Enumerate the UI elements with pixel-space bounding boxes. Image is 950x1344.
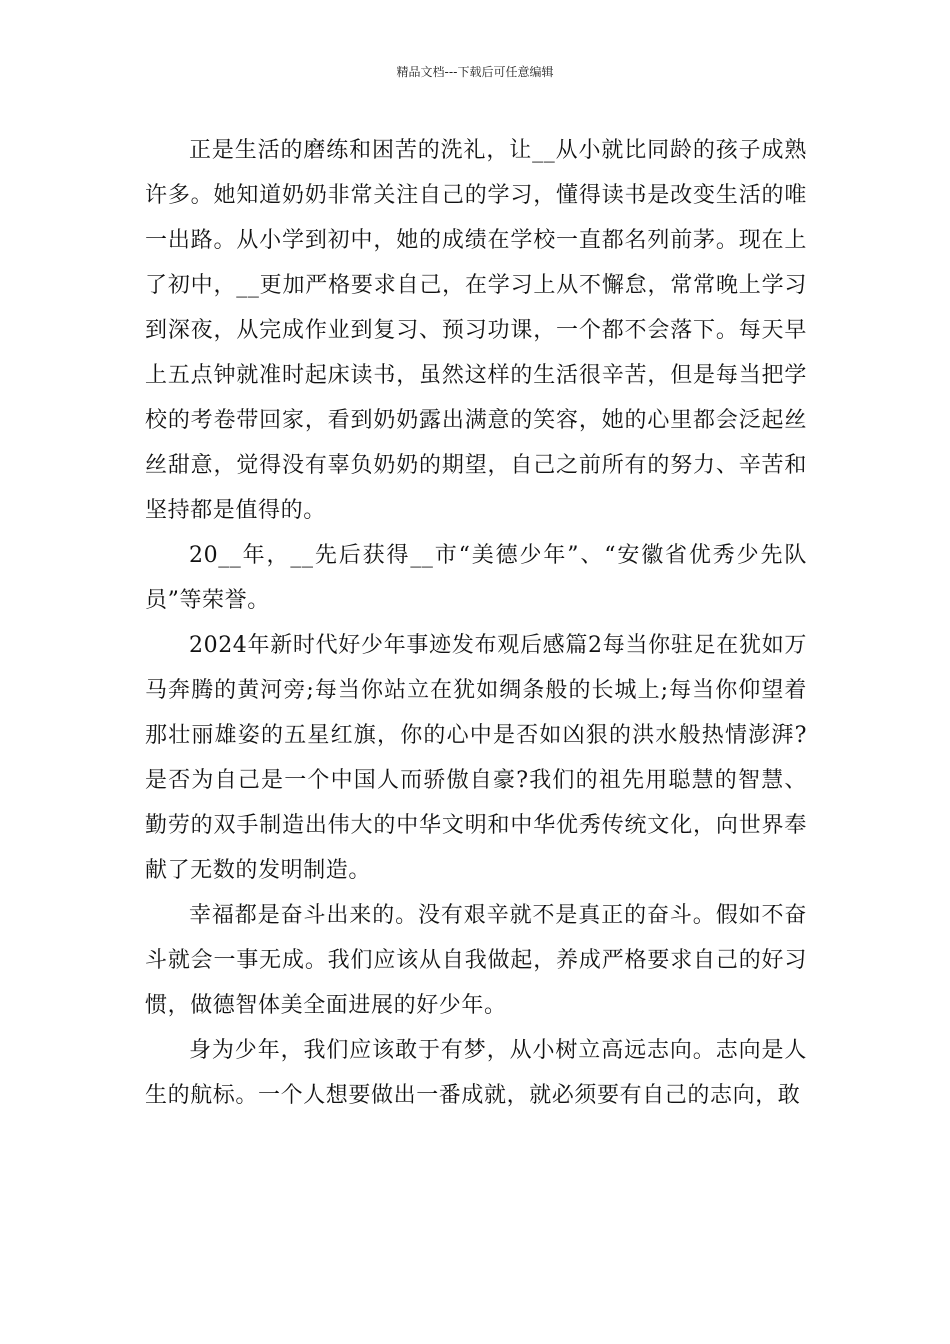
document-body (145, 128, 807, 1118)
paragraph-1: 正是生活的磨练和困苦的洗礼，让__从小就比同龄的孩子成熟许多。她知道奶奶非常关注自己的学习，懂得读书是改变生活的唯一出路。从小学到初中，她的成绩在学校一直都名列前茅。现在上了初中，__更加严格要求自己，在学习上从不懈怠，常常晚上学习到深夜，从完成作业到复习、预习功课，一个都不会落下。每天早上五点钟就准时起床读书，虽然这样的生活很辛苦，但是每当把学校的考卷带回家，看到奶奶露出满意的笑容，她的心里都会泛起丝丝甜意，觉得没有辜负奶奶的期望，自己之前所有的努力、辛苦和坚持都是值得的。 (145, 138, 807, 523)
paragraph-5: 身为少年，我们应该敢于有梦，从小树立高远志向。志向是人生的航标。一个人想要做出一番成就，就必须要有自己的志向，敢 (145, 1038, 807, 1108)
paragraph-4: 幸福都是奋斗出来的。没有艰辛就不是真正的奋斗。假如不奋斗就会一事无成。我们应该从自我做起，养成严格要求自己的好习惯，做德智体美全面进展的好少年。 (145, 903, 807, 1018)
page-header: 精品文档---下载后可任意编辑 (396, 65, 554, 79)
paragraph-3: 2024年新时代好少年事迹发布观后感篇2每当你驻足在犹如万马奔腾的黄河旁;每当你站立在犹如绸条般的长城上;每当你仰望着那壮丽雄姿的五星红旗，你的心中是否如凶狠的洪水般热情澎湃?是否为自己是一个中国人而骄傲自豪?我们的祖先用聪慧的智慧、勤劳的双手制造出伟大的中华文明和中华优秀传统文化，向世界奉献了无数的发明制造。 (145, 633, 807, 883)
paragraph-2: 20__年，__先后获得__市“美德少年”、“安徽省优秀少先队员”等荣誉。 (145, 543, 807, 613)
